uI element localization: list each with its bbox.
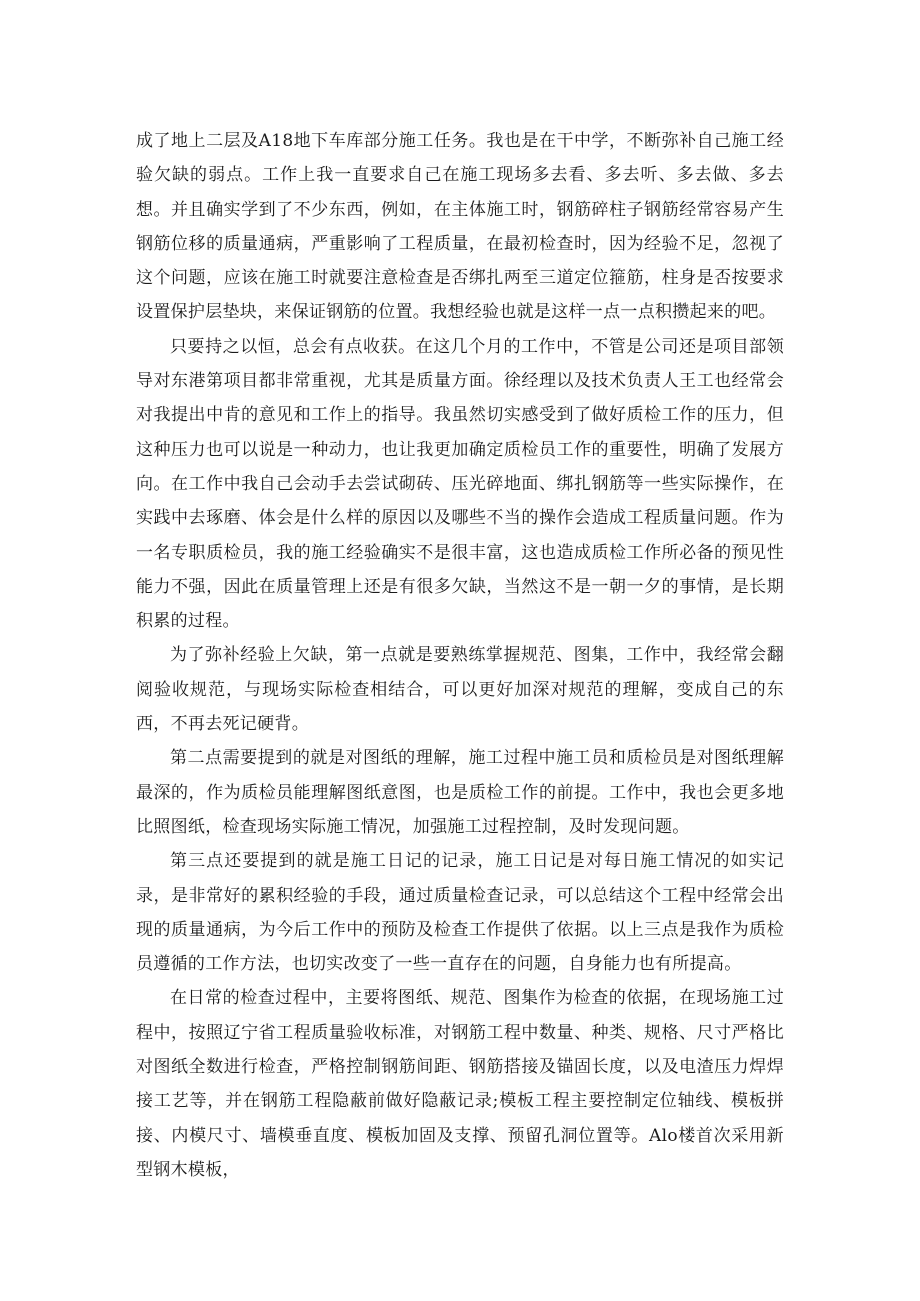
paragraph-second-point: 第二点需要提到的就是对图纸的理解，施工过程中施工员和质检员是对图纸理解最深的，作为质检员能理解图纸意图，也是质检工作的前提。工作中，我也会更多地比照图纸，检查现场实际施工情况，加强施工过程控制，及时发现问题。 [136,748,784,837]
paragraph-continuation: 成了地上二层及A18地下车库部分施工任务。我也是在干中学，不断弥补自己施工经验欠缺的弱点。工作上我一直要求自己在施工现场多去看、多去听、多去做、多去想。并且确实学到了不少东西，例如，在主体施工时，钢筋碎柱子钢筋经常容易产生钢筋位移的质量通病，严重影响了工程质量，在最初检查时，因为经验不足，忽视了这个问题，应该在施工时就要注意检查是否绑扎两至三道定位箍筋，柱身是否按要求设置保护层垫块，来保证钢筋的位置。我想经验也就是这样一点一点积攒起来的吧。 [136,131,784,323]
paragraph-daily-inspection: 在日常的检查过程中，主要将图纸、规范、图集作为检查的依据，在现场施工过程中，按照辽宁省工程质量验收标准，对钢筋工程中数量、种类、规格、尺寸严格比对图纸全数进行检查，严格控制钢筋间距、钢筋搭接及锚固长度，以及电渣压力焊焊接工艺等，并在钢筋工程隐蔽前做好隐蔽记录;模板工程主要控制定位轴线、模板拼接、内模尺寸、墙模垂直度、模板加固及支撑、预留孔洞位置等。Alo楼首次采用新型钢木模板， [136,988,784,1180]
paragraph-third-point: 第三点还要提到的就是施工日记的记录，施工日记是对每日施工情况的如实记录，是非常好的累积经验的手段，通过质量检查记录，可以总结这个工程中经常会出现的质量通病，为今后工作中的预防及检查工作提供了依据。以上三点是我作为质检员遵循的工作方法，也切实改变了一些一直存在的问题，自身能力也有所提高。 [136,851,784,975]
paragraph-persistence: 只要持之以恒，总会有点收获。在这几个月的工作中，不管是公司还是项目部领导对东港第项目都非常重视，尤其是质量方面。徐经理以及技术负责人王工也经常会对我提出中肯的意见和工作上的指导。我虽然切实感受到了做好质检工作的压力，但这种压力也可以说是一种动力，也让我更加确定质检员工作的重要性，明确了发展方向。在工作中我自己会动手去尝试砌砖、压光碎地面、绑扎钢筋等一些实际操作，在实践中去琢磨、体会是什么样的原因以及哪些不当的操作会造成工程质量问题。作为一名专职质检员，我的施工经验确实不是很丰富，这也造成质检工作所必备的预见性能力不强，因此在质量管理上还是有很多欠缺，当然这不是一朝一夕的事情，是长期积累的过程。 [136,336,784,632]
document-body [136,124,784,1187]
paragraph-first-point: 为了弥补经验上欠缺，第一点就是要熟练掌握规范、图集，工作中，我经常会翻阅验收规范，与现场实际检查相结合，可以更好加深对规范的理解，变成自己的东西，不再去死记硬背。 [136,645,784,735]
